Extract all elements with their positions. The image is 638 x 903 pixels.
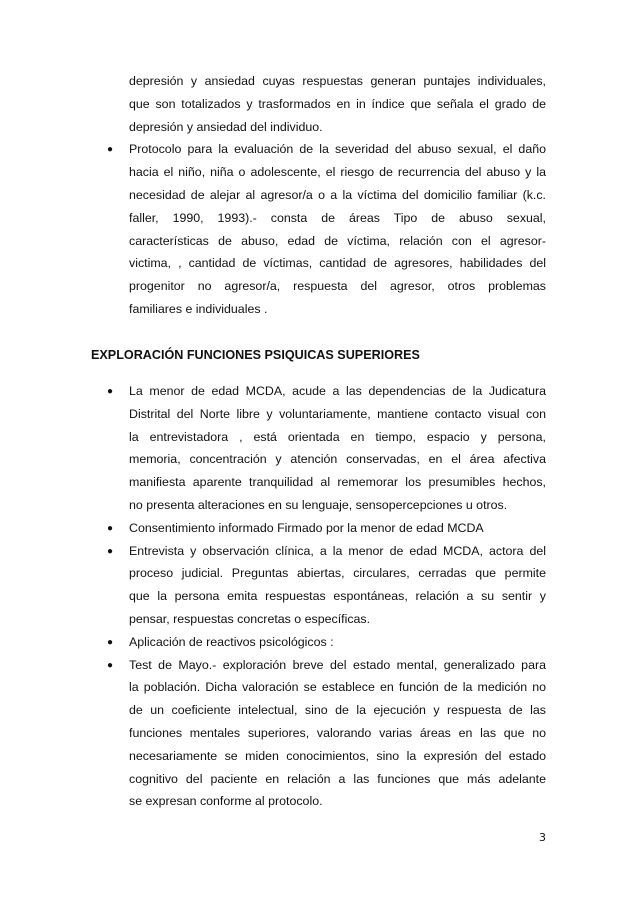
text-line: necesariamente se miden conocimientos, sino la expresión del estado — [129, 748, 546, 763]
text-line: la población. Dicha valoración se establece en función de la medición no — [129, 680, 546, 695]
text-line: que la persona emita respuestas espontáneas, relación a su sentir y — [129, 589, 546, 604]
text-line: de un coeficiente intelectual, sino de la ejecución y respuesta de las — [129, 703, 546, 718]
text-line: Entrevista y observación clínica, a la menor de edad MCDA, actora del — [129, 543, 546, 558]
text-line: pensar, respuestas concretas o específicas. — [129, 612, 371, 626]
text-line: manifiesta aparente tranquilidad al rememorar los presumibles hechos, — [129, 475, 546, 490]
bullet-point-icon: ● — [107, 636, 114, 648]
text-line: no presenta alteraciones en su lenguaje, sensopercepciones u otros. — [129, 498, 508, 512]
text-line: funciones mentales superiores, valorando varias áreas en las que no — [129, 726, 546, 740]
text-line: Distrital del Norte libre y voluntariamente, mantiene contacto visual con — [129, 406, 546, 421]
bullet-point-icon: ● — [107, 522, 114, 534]
section-heading: EXPLORACIÓN FUNCIONES PSIQUICAS SUPERIORES — [91, 348, 420, 362]
text-line: victima, , cantidad de víctimas, cantidad de agresores, habilidades del — [129, 256, 546, 271]
text-line: hacia el niño, niña o adolescente, el riesgo de recurrencia del abuso y la — [129, 165, 546, 180]
text-line: depresión y ansiedad del individuo. — [129, 119, 323, 134]
text-line: proceso judicial. Preguntas abiertas, circulares, cerradas que permite — [129, 566, 546, 581]
text-line: Consentimiento informado Firmado por la menor de edad MCDA — [129, 520, 484, 535]
bullet-point-icon: ● — [107, 144, 114, 156]
page-number: 3 — [539, 831, 546, 844]
text-line: progenitor no agresor/a, respuesta del agresor, otros problemas — [129, 279, 546, 294]
text-line: cognitivo del paciente en relación a las funciones que más adelante — [129, 771, 546, 786]
text-line: características de abuso, edad de víctima, relación con el agresor- — [129, 233, 546, 248]
text-line: la entrevistadora , está orientada en tiempo, espacio y persona, — [129, 429, 546, 444]
text-line: necesidad de alejar al agresor/a o a la víctima del domicilio familiar (k.c. — [129, 188, 546, 202]
text-line: que son totalizados y trasformados en in índice que señala el grado de — [129, 96, 546, 111]
text-line: faller, 1990, 1993).- consta de áreas Tipo de abuso sexual, — [129, 210, 546, 225]
text-line: Aplicación de reactivos psicológicos : — [129, 634, 334, 649]
text-line: Test de Mayo.- exploración breve del estado mental, generalizado para — [129, 657, 546, 672]
bullet-point-icon: ● — [107, 659, 114, 671]
text-line: memoria, concentración y atención conservadas, en el área afectiva — [129, 452, 546, 467]
text-line: familiares e individuales . — [129, 302, 268, 316]
bullet-point-icon: ● — [107, 386, 114, 397]
text-line: se expresan conforme al protocolo. — [129, 794, 323, 809]
text-line: La menor de edad MCDA, acude a las dependencias de la Judicatura — [129, 384, 546, 398]
text-line: Protocolo para la evaluación de la severidad del abuso sexual, el daño — [129, 142, 546, 157]
bullet-point-icon: ● — [107, 545, 114, 557]
text-line: depresión y ansiedad cuyas respuestas generan puntajes individuales, — [129, 74, 546, 88]
